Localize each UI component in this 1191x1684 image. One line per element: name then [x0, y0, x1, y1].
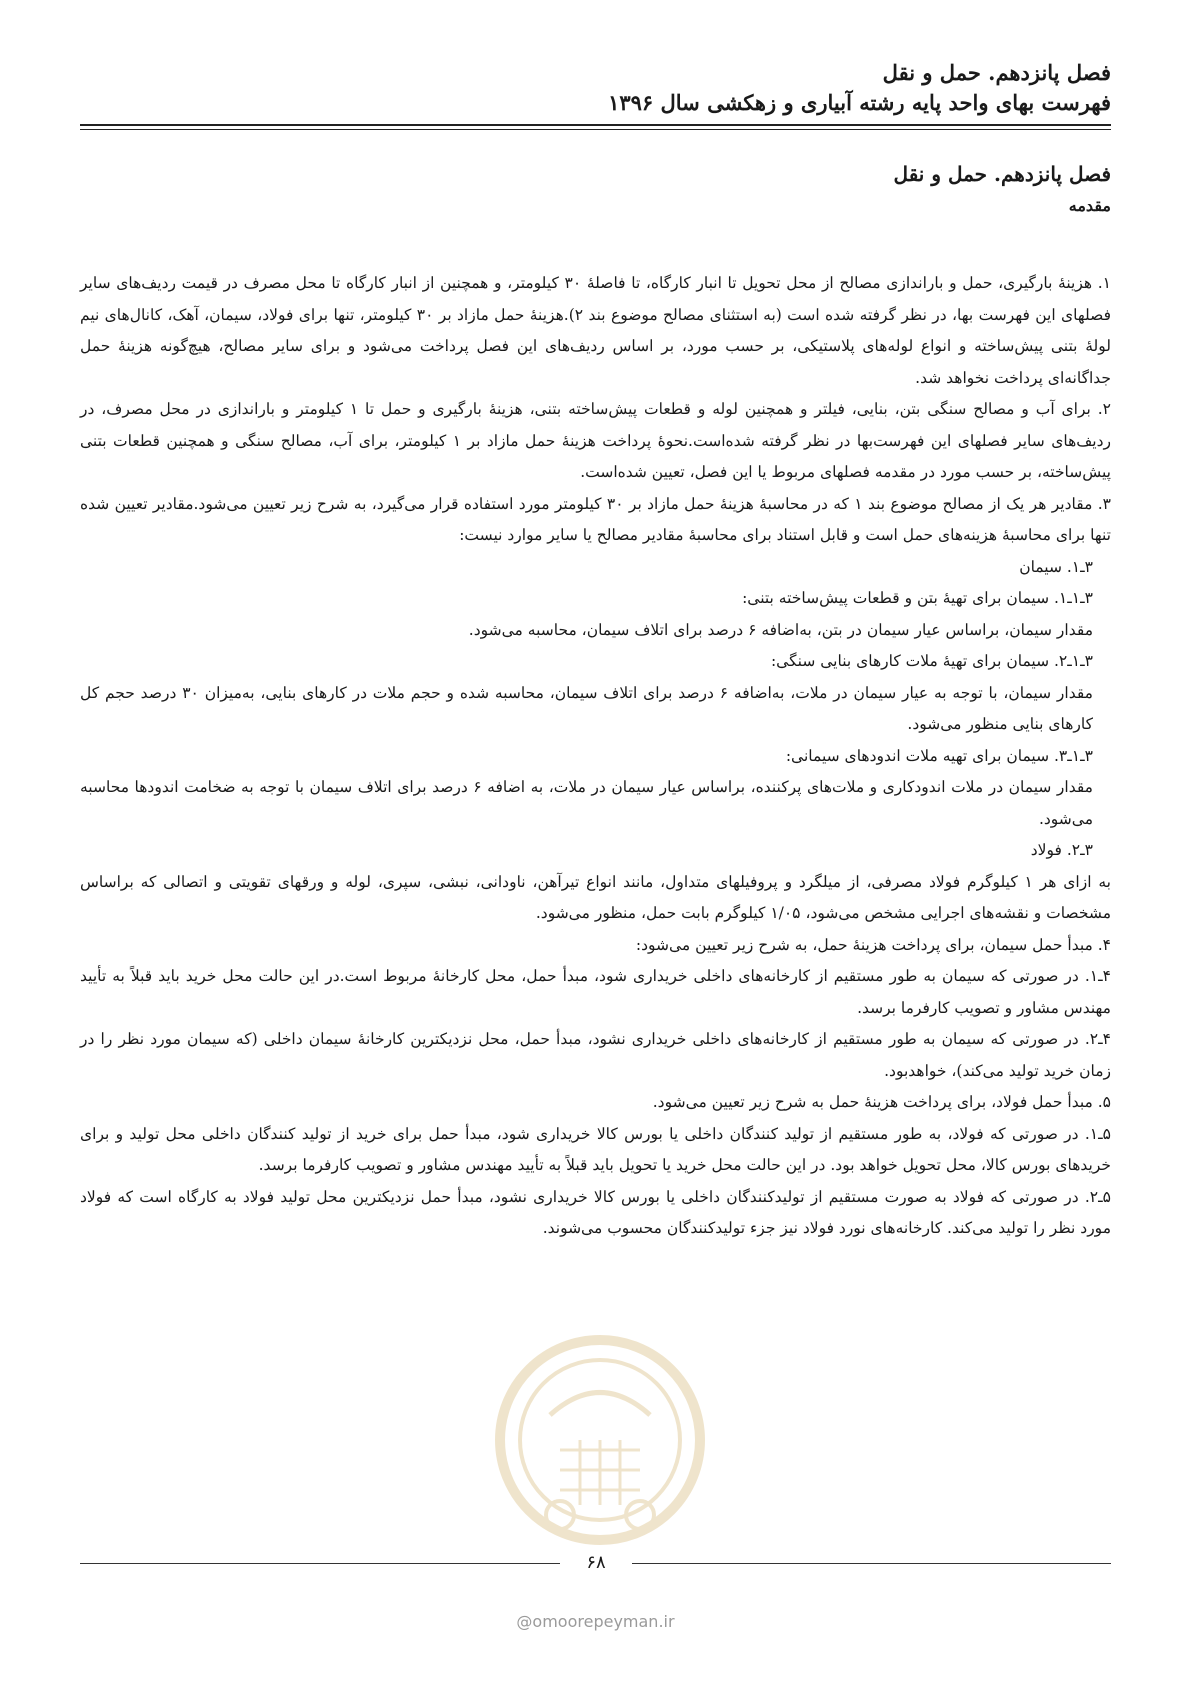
- section-title: فصل پانزدهم. حمل و نقل: [893, 162, 1111, 186]
- watermark-seal-icon: [490, 1330, 710, 1550]
- paragraph: ۵. مبدأ حمل فولاد، برای پرداخت هزینهٔ حمل به شرح زیر تعیین می‌شود.: [652, 1093, 1111, 1111]
- header-rule-thin: [80, 129, 1111, 130]
- paragraph: ۳. مقادیر هر یک از مصالح موضوع بند ۱ که در محاسبهٔ هزینهٔ حمل مازاد بر ۳۰ کیلومتر مورد استفاده قرار می‌گیرد، به شرح زیر تعیین می‌شود.مقادیر تعیین شده تنها برای محاسبهٔ هزینه‌های حمل است و قابل استناد برای محاسبهٔ مقادیر مصالح یا سایر موارد نیست:: [80, 494, 1111, 544]
- paragraph: ۴ـ۱. در صورتی که سیمان به طور مستقیم از کارخانه‌های داخلی خریداری شود، مبدأ حمل، محل کارخانهٔ مربوط است.در این حالت محل خرید باید قبلاً به تأیید مهندس مشاور و تصویب کارفرما برسد.: [80, 967, 1111, 1017]
- paragraph: ۵ـ۲. در صورتی که فولاد به صورت مستقیم از تولیدکنندگان داخلی یا بورس کالا خریداری نشود، مبدأ حمل نزدیکترین محل تولید فولاد به کارگاه است که فولاد مورد نظر را تولید می‌کند. کارخانه‌های نورد فولاد نیز جزء تولیدکنندگان محسوب می‌شوند.: [80, 1187, 1111, 1237]
- section-subtitle: مقدمه: [1068, 196, 1111, 215]
- page-number: ۶۸: [560, 1548, 632, 1578]
- paragraph: مقدار سیمان، با توجه به عیار سیمان در ملات، به‌اضافه ۶ درصد برای اتلاف سیمان، محاسبه شده و حجم ملات در کارهای بنایی، به‌میزان ۳۰ درصد حجم کل کارهای بنایی منظور می‌شود.: [80, 683, 1093, 733]
- paragraph: ۴. مبدأ حمل سیمان، برای پرداخت هزینهٔ حمل، به شرح زیر تعیین می‌شود:: [635, 935, 1111, 954]
- paragraph: ۳ـ۲. فولاد: [1030, 841, 1093, 859]
- page-header: [80, 58, 1111, 118]
- paragraph: ۱. هزینهٔ بارگیری، حمل و باراندازی مصالح از محل تحویل تا انبار کارگاه، تا فاصلهٔ ۳۰ کیلومتر، و همچنین از انبار کارگاه تا محل مصرف در قیمت ردیف‌های سایر فصلهای این فهرست بها، در نظر گرفته شده است (به استثنای مصالح موضوع بند ۲).هزینهٔ حمل مازاد بر ۳۰ کیلومتر، تنها برای فولاد، سیمان، آهک، کانال‌های نیم لولهٔ بتنی پیش‌ساخته و انواع لوله‌های پلاستیکی، بر حسب مورد، بر اساس ردیف‌های این فصل پرداخت می‌شود و برای سایر مصالح، هیچ‌گونه هزینهٔ حمل جداگانه‌ای پرداخت نخواهد شد.: [80, 274, 1112, 387]
- header-chapter-title: فصل پانزدهم. حمل و نقل: [882, 60, 1111, 85]
- paragraph: ۴ـ۲. در صورتی که سیمان به طور مستقیم از کارخانه‌های داخلی خریداری نشود، مبدأ حمل، محل نزدیکترین کارخانهٔ سیمان داخلی (که سیمان مورد نظر را در زمان خرید تولید می‌کند)، خواهدبود.: [80, 1030, 1111, 1080]
- paragraph: مقدار سیمان، براساس عیار سیمان در بتن، به‌اضافه ۶ درصد برای اتلاف سیمان، محاسبه می‌شود.: [468, 620, 1093, 639]
- website-watermark: @omoorepeyman.ir: [516, 1612, 675, 1631]
- paragraph: ۲. برای آب و مصالح سنگی بتن، بنایی، فیلتر و همچنین لوله و قطعات پیش‌ساخته بتنی، هزینهٔ بارگیری و حمل تا ۱ کیلومتر و باراندازی در محل مصرف، در ردیف‌های سایر فصلهای این فهرست‌بها در نظر گرفته شده‌است.نحوهٔ پرداخت هزینهٔ حمل مازاد بر ۱ کیلومتر، برای آب، مصالح سنگی و همچنین قطعات بتنی پیش‌ساخته، بر حسب مورد در مقدمه فصلهای مربوط یا این فصل، تعیین شده‌است.: [80, 400, 1111, 481]
- paragraph: به ازای هر ۱ کیلوگرم فولاد مصرفی، از میلگرد و پروفیلهای متداول، مانند انواع تیرآهن، ناودانی، نبشی، سپری، لوله و ورقهای تقویتی و اتصالی که براساس مشخصات و نقشه‌های اجرایی مشخص می‌شود، ۱/۰۵ کیلوگرم بابت حمل، منظور می‌شود.: [80, 872, 1111, 922]
- paragraph: ۳ـ۱ـ۳. سیمان برای تهیه ملات اندودهای سیمانی:: [785, 746, 1093, 765]
- paragraph: ۵ـ۱. در صورتی که فولاد، به طور مستقیم از تولید کنندگان داخلی یا بورس کالا خریداری شود، مبدأ حمل برای خرید از تولید کنندگان داخلی محل تولید و برای خریدهای بورس کالا، محل تحویل خواهد بود. در این حالت محل خرید یا تحویل باید قبلاً به تأیید مهندس مشاور و تصویب کارفرما برسد.: [80, 1124, 1111, 1174]
- paragraph: مقدار سیمان در ملات اندودکاری و ملات‌های پرکننده، براساس عیار سیمان در ملات، به اضافه ۶ درصد برای اتلاف سیمان با توجه به ضخامت اندودها محاسبه می‌شود.: [80, 778, 1093, 828]
- body-text: [80, 268, 1111, 1245]
- paragraph: ۳ـ۱. سیمان: [1019, 557, 1093, 576]
- header-subtitle: فهرست بهای واحد پایه رشته آبیاری و زهکشی سال ۱۳۹۶: [608, 90, 1111, 115]
- paragraph: ۳ـ۱ـ۱. سیمان برای تهیهٔ بتن و قطعات پیش‌ساخته بتنی:: [742, 589, 1093, 607]
- header-rule-thick: [80, 124, 1111, 126]
- paragraph: ۳ـ۱ـ۲. سیمان برای تهیهٔ ملات کارهای بنایی سنگی:: [770, 652, 1093, 670]
